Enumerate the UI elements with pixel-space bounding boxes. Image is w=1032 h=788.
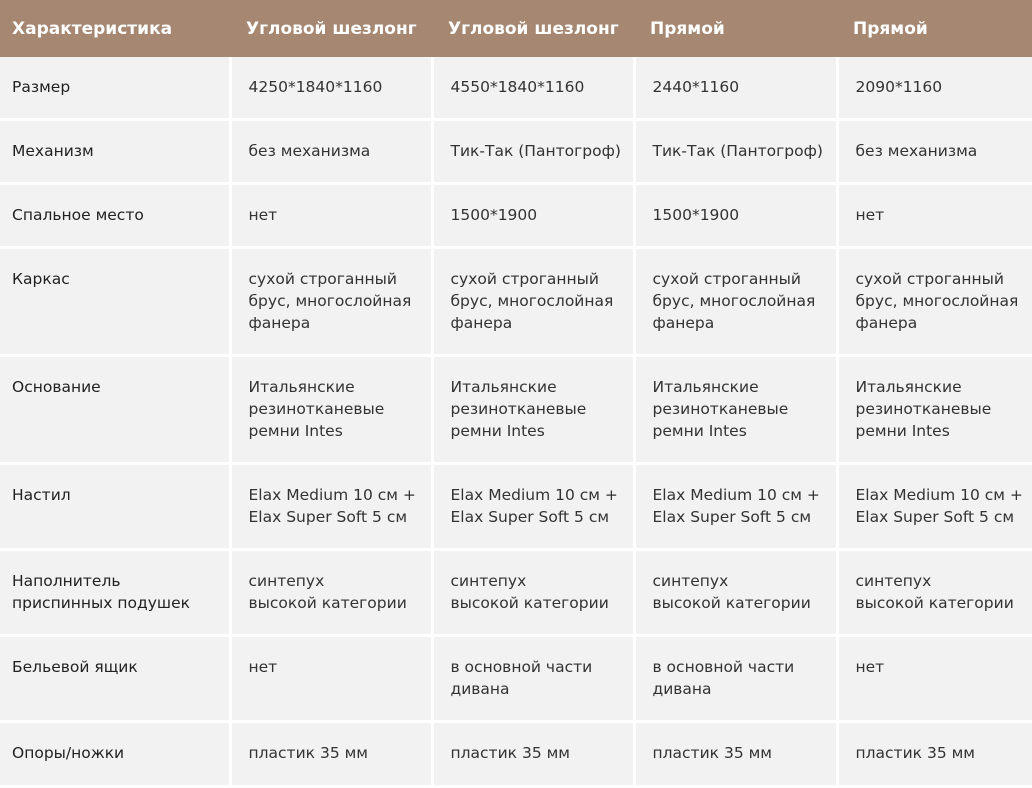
- table-cell: [837, 183, 1032, 247]
- cell-text: в основной части дивана: [450, 657, 593, 698]
- row-label-text: Настил: [12, 485, 71, 504]
- header-model-1: Угловой шезлонг: [230, 0, 432, 57]
- cell-text: пластик 35 мм: [652, 743, 772, 762]
- table-cell: [837, 549, 1032, 635]
- row-label: [0, 549, 230, 635]
- table-cell: [634, 183, 837, 247]
- cell-text: Итальянские резинотканевые ремни Intes: [855, 377, 992, 440]
- table-cell: [634, 119, 837, 183]
- table-cell: [432, 57, 634, 119]
- cell-text: Elax Medium 10 см + Elax Super Soft 5 см: [855, 485, 1023, 526]
- cell-text: нет: [855, 657, 885, 676]
- table-cell: [634, 247, 837, 355]
- cell-text: 2440*1160: [652, 78, 740, 96]
- header-characteristic: Характеристика: [0, 0, 230, 57]
- table-row: [0, 119, 1032, 183]
- row-label-text: Опоры/ножки: [12, 743, 125, 762]
- cell-text: Итальянские резинотканевые ремни Intes: [450, 377, 587, 440]
- table-row: [0, 463, 1032, 549]
- cell-text: 1500*1900: [450, 205, 538, 224]
- cell-text: сухой строганный брус, многослойная фанера: [652, 269, 816, 332]
- cell-text: 1500*1900: [652, 205, 740, 224]
- cell-text: синтепух высокой категории: [652, 571, 811, 612]
- cell-text: 4250*1840*1160: [248, 78, 383, 96]
- table-cell: [837, 57, 1032, 119]
- row-label: [0, 463, 230, 549]
- cell-text: Elax Medium 10 см + Elax Super Soft 5 см: [450, 485, 618, 526]
- cell-text: Итальянские резинотканевые ремни Intes: [652, 377, 789, 440]
- row-label: [0, 247, 230, 355]
- table-cell: [432, 355, 634, 463]
- cell-text: в основной части дивана: [652, 657, 795, 698]
- row-label: [0, 183, 230, 247]
- table-row: [0, 721, 1032, 785]
- table-cell: [230, 119, 432, 183]
- table-cell: [432, 183, 634, 247]
- header-model-4: Прямой: [837, 0, 1032, 57]
- table-cell: [432, 119, 634, 183]
- cell-text: нет: [248, 205, 278, 224]
- table-cell: [230, 355, 432, 463]
- row-label-text: Каркас: [12, 269, 70, 288]
- table-cell: [432, 635, 634, 721]
- header-row: [0, 0, 1032, 57]
- row-label: [0, 57, 230, 119]
- row-label-text: Наполнитель приспинных подушек: [12, 571, 190, 612]
- table-cell: [634, 721, 837, 785]
- cell-text: сухой строганный брус, многослойная фанера: [248, 269, 412, 332]
- row-label-text: Размер: [12, 78, 71, 96]
- table-row: [0, 247, 1032, 355]
- header-model-3: Прямой: [634, 0, 837, 57]
- table-cell: [432, 721, 634, 785]
- table-header: [0, 0, 1032, 57]
- cell-text: Тик-Так (Пантогроф): [450, 141, 621, 160]
- cell-text: нет: [248, 657, 278, 676]
- table-cell: [432, 247, 634, 355]
- table-cell: [230, 635, 432, 721]
- row-label: [0, 355, 230, 463]
- table-cell: [230, 549, 432, 635]
- row-label: [0, 635, 230, 721]
- table-cell: [230, 247, 432, 355]
- row-label: [0, 721, 230, 785]
- cell-text: Elax Medium 10 см + Elax Super Soft 5 см: [248, 485, 416, 526]
- cell-text: синтепух высокой категории: [248, 571, 407, 612]
- cell-text: 4550*1840*1160: [450, 78, 585, 96]
- row-label-text: Бельевой ящик: [12, 657, 138, 676]
- cell-text: нет: [855, 205, 885, 224]
- table-cell: [634, 355, 837, 463]
- table-body: [0, 57, 1032, 785]
- cell-text: Elax Medium 10 см + Elax Super Soft 5 см: [652, 485, 820, 526]
- cell-text: Тик-Так (Пантогроф): [652, 141, 823, 160]
- table-cell: [230, 721, 432, 785]
- row-label: [0, 119, 230, 183]
- cell-text: Итальянские резинотканевые ремни Intes: [248, 377, 385, 440]
- table-row: [0, 57, 1032, 119]
- cell-text: пластик 35 мм: [855, 743, 975, 762]
- table-cell: [634, 57, 837, 119]
- table-cell: [837, 635, 1032, 721]
- row-label-text: Спальное место: [12, 205, 144, 224]
- table-row: [0, 183, 1032, 247]
- table-cell: [837, 721, 1032, 785]
- table-cell: [837, 119, 1032, 183]
- table-cell: [230, 463, 432, 549]
- table-row: [0, 355, 1032, 463]
- table-cell: [837, 247, 1032, 355]
- table-cell: [432, 549, 634, 635]
- table-cell: [634, 549, 837, 635]
- table-row: [0, 549, 1032, 635]
- cell-text: без механизма: [855, 141, 978, 160]
- table-cell: [432, 463, 634, 549]
- cell-text: синтепух высокой категории: [855, 571, 1014, 612]
- table-cell: [837, 463, 1032, 549]
- cell-text: синтепух высокой категории: [450, 571, 609, 612]
- cell-text: без механизма: [248, 141, 371, 160]
- header-model-2: Угловой шезлонг: [432, 0, 634, 57]
- row-label-text: Основание: [12, 377, 101, 396]
- cell-text: сухой строганный брус, многослойная фанера: [450, 269, 614, 332]
- cell-text: пластик 35 мм: [450, 743, 570, 762]
- cell-text: сухой строганный брус, многослойная фанера: [855, 269, 1019, 332]
- table-cell: [230, 57, 432, 119]
- table-cell: [837, 355, 1032, 463]
- cell-text: 2090*1160: [855, 78, 943, 96]
- table-cell: [634, 463, 837, 549]
- table-row: [0, 635, 1032, 721]
- table-cell: [230, 183, 432, 247]
- cell-text: пластик 35 мм: [248, 743, 368, 762]
- row-label-text: Механизм: [12, 141, 94, 160]
- table-cell: [634, 635, 837, 721]
